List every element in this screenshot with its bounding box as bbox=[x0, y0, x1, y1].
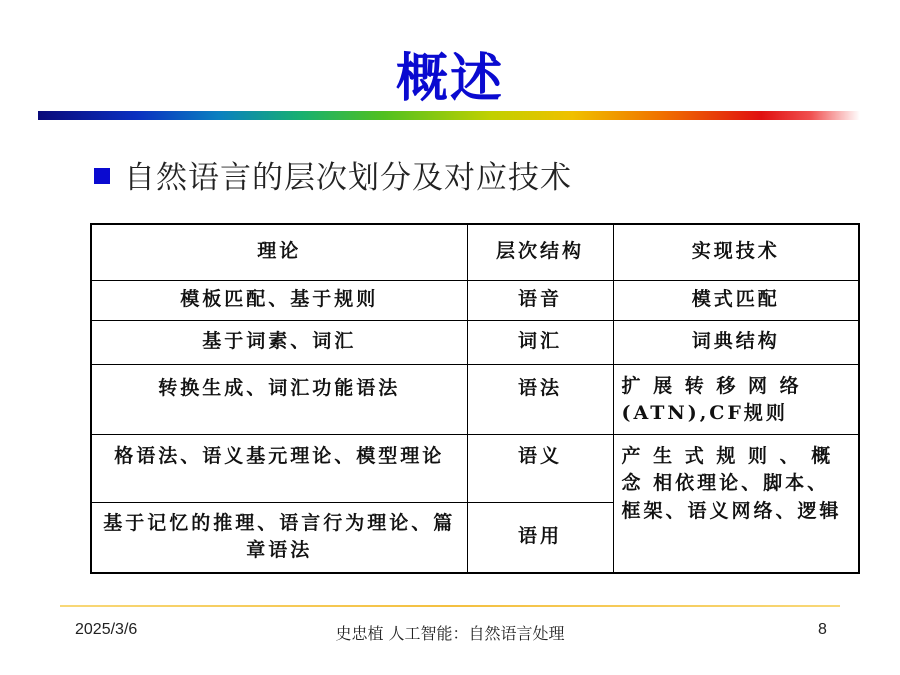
cell-theory: 格语法、语义基元理论、模型理论 bbox=[91, 434, 467, 502]
footer-divider bbox=[60, 605, 840, 607]
cell-theory: 模板匹配、基于规则 bbox=[91, 280, 467, 320]
bullet-text: 自然语言的层次划分及对应技术 bbox=[124, 160, 572, 196]
cell-theory: 基于词素、词汇 bbox=[91, 320, 467, 364]
table-header-row bbox=[91, 224, 859, 280]
header-theory: 理论 bbox=[91, 224, 467, 280]
cell-level: 词汇 bbox=[467, 320, 613, 364]
table-row bbox=[91, 364, 859, 434]
cell-theory: 基于记忆的推理、语言行为理论、篇章语法 bbox=[91, 502, 467, 573]
footer-date: 2025/3/6 bbox=[75, 621, 138, 638]
technology-table bbox=[90, 223, 860, 574]
cell-level: 语用 bbox=[467, 502, 613, 573]
title-divider bbox=[38, 111, 860, 120]
cell-tech: 扩 展 转 移 网 络 (ATN),CF规则 bbox=[613, 364, 859, 434]
cell-level: 语音 bbox=[467, 280, 613, 320]
cell-theory: 转换生成、词汇功能语法 bbox=[91, 364, 467, 434]
header-level: 层次结构 bbox=[467, 224, 613, 280]
table-row bbox=[91, 280, 859, 320]
table-row bbox=[91, 320, 859, 364]
cell-level: 语法 bbox=[467, 364, 613, 434]
bullet-square-icon bbox=[94, 168, 110, 184]
cell-tech: 产 生 式 规 则 、 概 念 相依理论、脚本、框架、语义网络、逻辑 bbox=[613, 434, 859, 573]
bullet-item bbox=[94, 152, 572, 197]
footer-title: 史忠植 人工智能：自然语言处理 bbox=[335, 624, 565, 643]
cell-level: 语义 bbox=[467, 434, 613, 502]
header-tech: 实现技术 bbox=[613, 224, 859, 280]
cell-tech: 词典结构 bbox=[613, 320, 859, 364]
slide-title: 概述 bbox=[395, 49, 504, 109]
table-row bbox=[91, 434, 859, 502]
page-number: 8 bbox=[818, 621, 827, 638]
cell-tech: 模式匹配 bbox=[613, 280, 859, 320]
